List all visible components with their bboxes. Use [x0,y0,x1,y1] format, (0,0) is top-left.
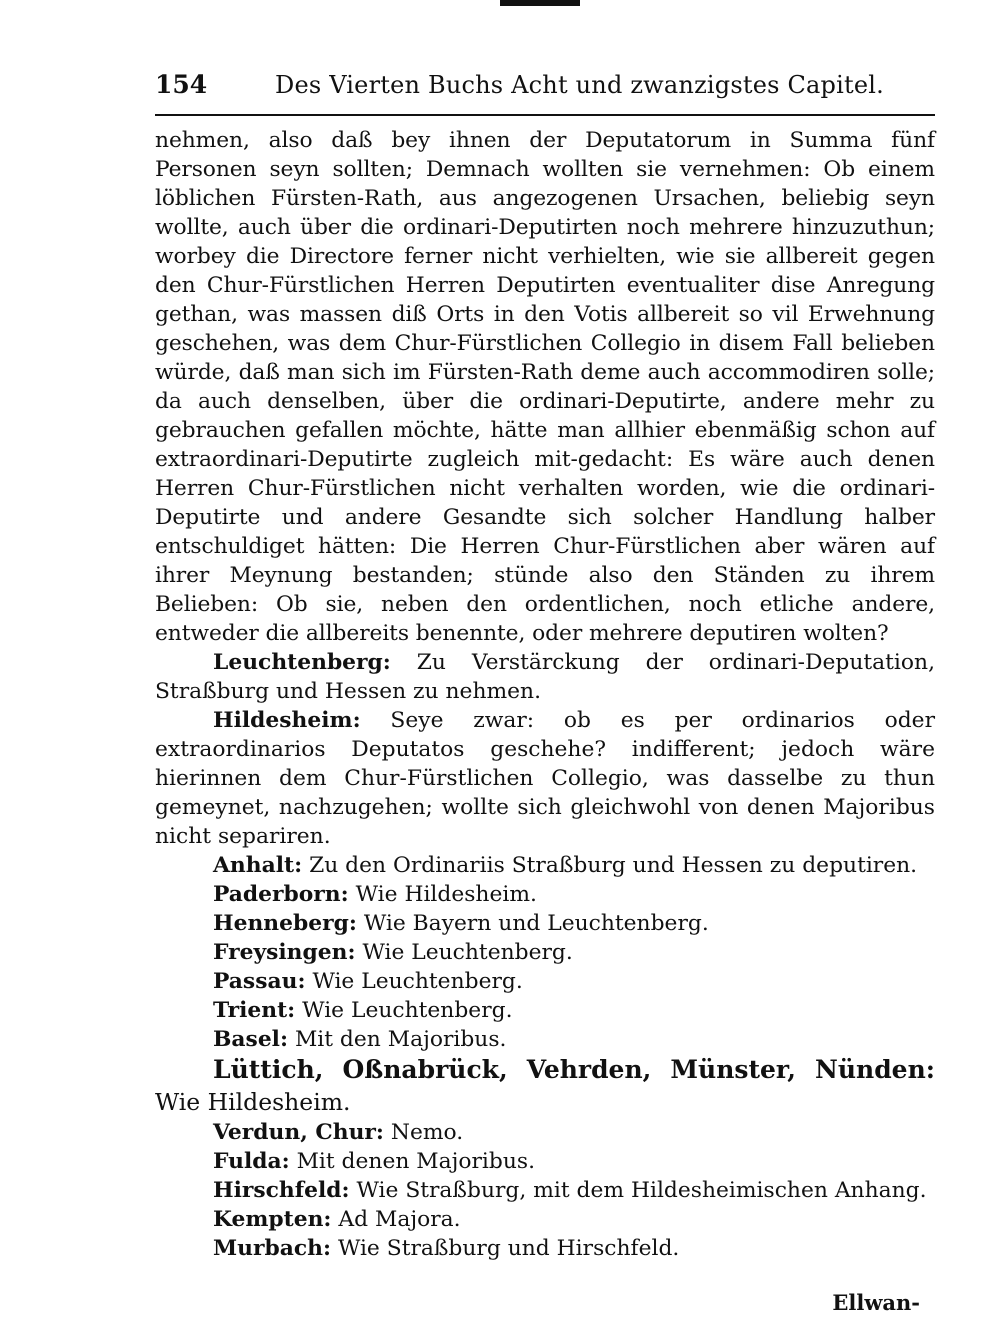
vote-text: Wie Leuchtenberg. [312,969,523,994]
vote-text: Zu Verstärckung der ordinari-Deputation, Straßburg und Hessen zu nehmen. [155,650,935,704]
vote-name: Freysingen: [213,940,356,965]
page-number: 154 [155,70,208,99]
vote-name: Verdun, Chur: [213,1120,384,1145]
vote-entry-freysingen [155,938,935,967]
vote-name: Hirschfeld: [213,1178,350,1203]
vote-entry-fulda [155,1147,935,1176]
vote-entry-basel [155,1025,935,1054]
vote-text: Zu den Ordinariis Straßburg und Hessen zu deputiren. [309,853,918,878]
book-page [155,70,935,1263]
vote-entry-hildesheim [155,706,935,851]
vote-text: Ad Majora. [338,1207,461,1232]
vote-name: Hildesheim: [213,708,361,733]
vote-name: Basel: [213,1027,289,1052]
vote-list [155,648,935,1263]
vote-name: Murbach: [213,1236,331,1261]
vote-text: Wie Bayern und Leuchtenberg. [363,911,709,936]
vote-entry-anhalt [155,851,935,880]
vote-text: Wie Leuchtenberg. [362,940,573,965]
vote-entry-paderborn [155,880,935,909]
vote-name: Lüttich, Oßnabrück, Vehrden, Münster, Nünden: [213,1055,935,1084]
running-head: Des Vierten Buchs Acht und zwanzigstes Capitel. [275,71,884,99]
vote-name: Anhalt: [213,853,303,878]
vote-entry-leuchtenberg [155,648,935,706]
vote-entry-hirschfeld [155,1176,935,1205]
vote-name: Passau: [213,969,306,994]
vote-text: Wie Hildesheim. [355,882,537,907]
page-header [155,70,935,116]
vote-name: Paderborn: [213,882,349,907]
vote-name: Fulda: [213,1149,290,1174]
vote-entry-verdun-chur [155,1118,935,1147]
vote-text: Mit den Majoribus. [294,1027,507,1052]
vote-entry-passau [155,967,935,996]
vote-entry-luettich-group [155,1054,935,1118]
catchword: Ellwan- [832,1290,920,1315]
vote-name: Henneberg: [213,911,357,936]
vote-text: Wie Leuchtenberg. [302,998,513,1023]
vote-entry-murbach [155,1234,935,1263]
vote-entry-trient [155,996,935,1025]
vote-text: Seye zwar: ob es per ordinarios oder extraordinarios Deputatos geschehe? indifferent; jedoch wäre hierinnen dem Chur-Fürstlichen Collegio, was dasselbe zu thun gemeynet, nachzugehen; wollte sich gleichwohl von denen Majoribus nicht separiren. [155,708,935,849]
vote-text: Mit denen Majoribus. [296,1149,536,1174]
vote-entry-kempten [155,1205,935,1234]
vote-text: Wie Hildesheim. [155,1088,351,1116]
body-paragraph: nehmen, also daß bey ihnen der Deputatorum in Summa fünf Personen seyn sollten; Demnach wollten sie vernehmen: Ob einem löblichen Fürsten-Rath, aus angezogenen Ursachen, beliebig seyn wollte, auch über die ordinari-Deputirten noch mehrere hinzuzuthun; worbey die Directore ferner nicht verhielten, wie sie allbereit gegen den Chur-Fürstlichen Herren Deputirten eventualiter dise Anregung gethan, was massen diß Orts in den Votis allbereit so vil Erwehnung geschehen, was dem Chur-Fürstlichen Collegio in disem Fall belieben würde, daß man sich im Fürsten-Rath deme auch accommodiren solle; da auch denselben, über die ordinari-Deputirte, andere mehr zu gebrauchen gefallen möchte, hätte man allhier ebenmäßig schon auf extraordinari-Deputirte zugleich mit-gedacht: Es wäre auch denen Herren Chur-Fürstlichen nicht verhalten worden, wie die ordinari-Deputirte und andere Gesandte sich solcher Handlung halber entschuldiget hätten: Die Herren Chur-Fürstlichen aber wären auf ihrer Meynung bestanden; stünde also den Ständen zu ihrem Belieben: Ob sie, neben den ordentlichen, noch etliche andere, entweder die allbereits benennte, oder mehrere deputiren wolten? [155,128,935,646]
vote-entry-henneberg [155,909,935,938]
vote-name: Kempten: [213,1207,332,1232]
vote-name: Leuchtenberg: [213,650,391,675]
vote-text: Nemo. [390,1120,464,1145]
vote-text: Wie Straßburg, mit dem Hildesheimischen Anhang. [356,1178,927,1203]
vote-name: Trient: [213,998,296,1023]
vote-text: Wie Straßburg und Hirschfeld. [337,1236,680,1261]
top-edge-rule [500,0,580,6]
